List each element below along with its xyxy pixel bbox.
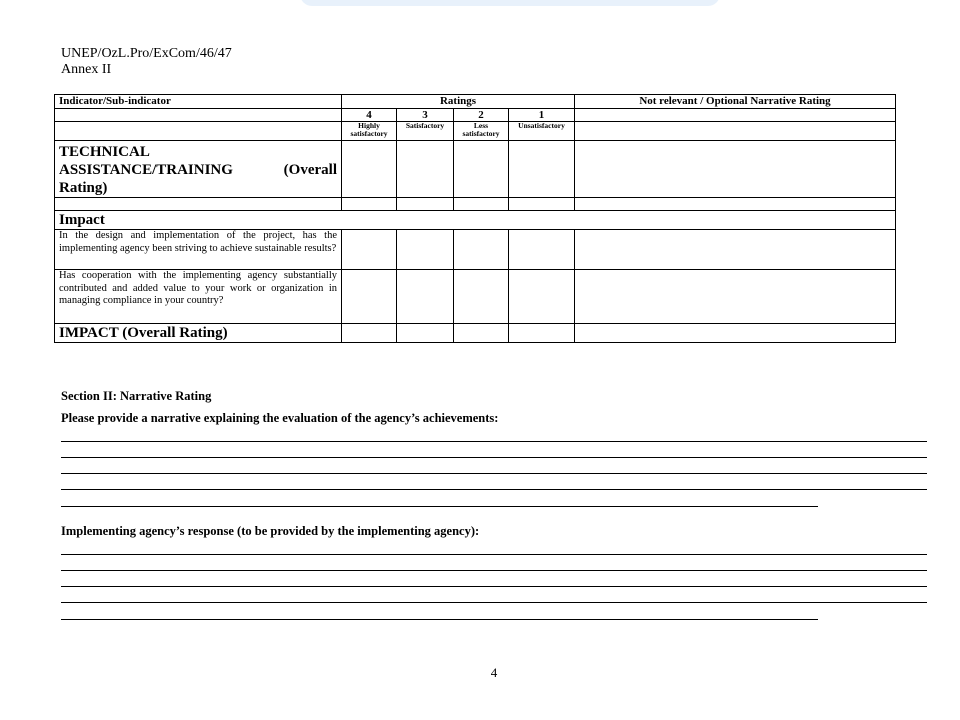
impact-heading-row: [55, 211, 896, 230]
narrative-line[interactable]: [61, 457, 927, 458]
rating-value-1: 1: [509, 109, 575, 122]
response-prompt: Implementing agency’s response (to be provided by the implementing agency):: [61, 524, 480, 538]
rating-cell[interactable]: [454, 270, 509, 324]
narrative-prompt: Please provide a narrative explaining the evaluation of the agency’s achievements:: [61, 411, 499, 425]
rating-cell[interactable]: [397, 230, 454, 270]
spacer-row: [55, 198, 896, 211]
rating-label-1: Unsatisfactory: [509, 122, 575, 141]
response-line[interactable]: [61, 619, 818, 620]
question-row: [55, 270, 896, 324]
impact-overall-label: IMPACT (Overall Rating): [55, 324, 342, 343]
rating-cell[interactable]: [342, 230, 397, 270]
question-1: In the design and implementation of the project, has the implementing agency been striving to achieve sustainable results?: [55, 230, 342, 270]
rating-label-4: Highly satisfactory: [342, 122, 397, 141]
narrative-cell[interactable]: [575, 270, 896, 324]
rating-label-row: [55, 122, 896, 141]
rating-value-3: 3: [397, 109, 454, 122]
ratings-column-header: Ratings: [342, 95, 575, 109]
rating-cell[interactable]: [509, 324, 575, 343]
narrative-line[interactable]: [61, 473, 927, 474]
rating-cell[interactable]: [397, 270, 454, 324]
impact-overall-row: [55, 324, 896, 343]
top-watermark-band: [300, 0, 720, 6]
impact-heading: Impact: [55, 211, 896, 230]
narrative-line[interactable]: [61, 441, 927, 442]
narrative-column-header: Not relevant / Optional Narrative Rating: [575, 95, 896, 109]
narrative-cell[interactable]: [575, 141, 896, 198]
narrative-line[interactable]: [61, 489, 927, 490]
narrative-cell[interactable]: [575, 324, 896, 343]
rating-table: [54, 94, 896, 343]
response-line[interactable]: [61, 586, 927, 587]
annex-label: Annex II: [61, 62, 112, 77]
rating-cell[interactable]: [509, 230, 575, 270]
rating-value-4: 4: [342, 109, 397, 122]
rating-cell[interactable]: [454, 141, 509, 198]
section-ii-title: Section II: Narrative Rating: [61, 389, 212, 403]
question-2: Has cooperation with the implementing agency substantially contributed and added value to your work or organization in managing compliance in your country?: [55, 270, 342, 324]
response-line[interactable]: [61, 554, 927, 555]
page-number: 4: [490, 665, 498, 680]
rating-cell[interactable]: [342, 324, 397, 343]
indicator-column-header: Indicator/Sub-indicator: [55, 95, 342, 109]
response-line[interactable]: [61, 602, 927, 603]
technical-overall-row: [55, 141, 896, 198]
rating-value-2: 2: [454, 109, 509, 122]
narrative-line[interactable]: [61, 506, 818, 507]
rating-cell[interactable]: [454, 324, 509, 343]
rating-cell[interactable]: [509, 270, 575, 324]
doc-reference: UNEP/OzL.Pro/ExCom/46/47: [61, 46, 232, 61]
rating-cell[interactable]: [342, 141, 397, 198]
rating-cell[interactable]: [454, 230, 509, 270]
document-header: [61, 46, 232, 78]
technical-overall-label: TECHNICAL ASSISTANCE/TRAINING (Overall Rating): [55, 141, 342, 198]
narrative-cell[interactable]: [575, 230, 896, 270]
rating-label-2: Less satisfactory: [454, 122, 509, 141]
rating-cell[interactable]: [509, 141, 575, 198]
rating-cell[interactable]: [397, 324, 454, 343]
response-line[interactable]: [61, 570, 927, 571]
rating-number-row: [55, 109, 896, 122]
question-row: [55, 230, 896, 270]
table-header-row: [55, 95, 896, 109]
rating-label-3: Satisfactory: [397, 122, 454, 141]
rating-cell[interactable]: [397, 141, 454, 198]
rating-cell[interactable]: [342, 270, 397, 324]
